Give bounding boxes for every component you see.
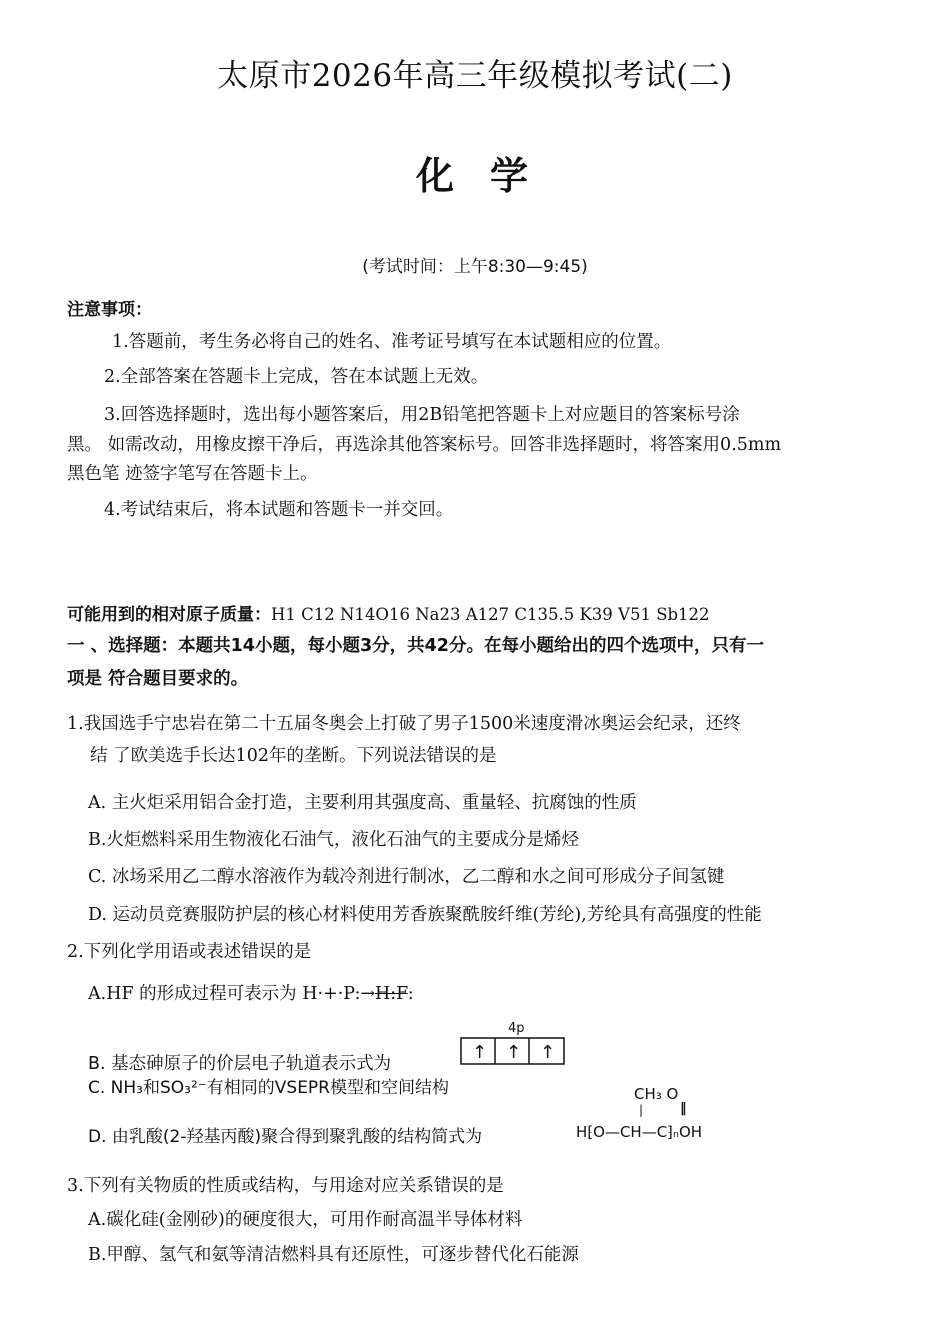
notice-item-2: 2.全部答案在答题卡上完成，答在本试题上无效。 — [104, 367, 489, 387]
notice-heading: 注意事项： — [67, 300, 152, 320]
q2-option-c: C. NH₃和SO₃²⁻有相同的VSEPR模型和空间结构 — [88, 1078, 449, 1098]
formula-top: CH₃ O — [634, 1085, 679, 1103]
q2-option-d: D. 由乳酸(2-羟基丙酸)聚合得到聚乳酸的结构简式为 — [88, 1127, 483, 1147]
q2-option-a — [88, 980, 414, 1005]
exam-time: (考试时间：上午8:30—9:45) — [362, 257, 588, 277]
q3-option-b: B.甲醇、氢气和氨等清洁燃料具有还原性，可逐步替代化石能源 — [88, 1245, 579, 1265]
q1-stem-1: 1.我国选手宁忠岩在第二十五届冬奥会上打破了男子1500米速度滑冰奥运会纪录，还终 — [67, 714, 741, 734]
q2-option-b: B. 基态砷原子的价层电子轨道表示式为 — [88, 1054, 392, 1074]
subject-title: 化学 — [415, 153, 564, 198]
orbital-diagram — [460, 1020, 570, 1074]
q2-option-a-text: A.HF 的形成过程可表示为 — [88, 984, 297, 1004]
q1-option-d: D. 运动员竞赛服防护层的核心材料使用芳香族聚酰胺纤维(芳纶),芳纶具有高强度的性能 — [88, 905, 762, 925]
q1-option-b: B.火炬燃料采用生物液化石油气，液化石油气的主要成分是烯烃 — [88, 830, 579, 850]
q3-stem: 3.下列有关物质的性质或结构，与用途对应关系错误的是 — [67, 1176, 504, 1196]
orbital-arrow-1: ↑ — [472, 1042, 488, 1063]
atomic-masses-values: H1 C12 N14O16 Na23 A127 C135.5 K39 V51 Sb122 — [271, 605, 710, 624]
q2-stem: 2.下列化学用语或表述错误的是 — [67, 942, 312, 962]
q1-option-c: C. 冰场采用乙二醇水溶液作为载冷剂进行制冰，乙二醇和水之间可形成分子间氢键 — [88, 867, 725, 887]
q1-stem-2: 结 了欧美选手长达102年的垄断。下列说法错误的是 — [90, 746, 497, 766]
q2-option-a-formula: H·+·P:→ — [302, 984, 376, 1004]
atomic-masses-label: 可能用到的相对原子质量： — [67, 605, 271, 625]
orbital-diagram-svg — [460, 1020, 570, 1070]
formula-single-bond: | — [639, 1103, 644, 1117]
notice-item-3-cont: 黑。 如需改动，用橡皮擦干净后，再选涂其他答案标号。回答非选择题时，将答案用0.5mm — [67, 435, 782, 455]
exam-title: 太原市2026年高三年级模拟考试(二) — [217, 58, 733, 94]
q2-option-a-product: H:F — [375, 984, 408, 1004]
q1-option-a: A. 主火炬采用铝合金打造，主要利用其强度高、重量轻、抗腐蚀的性质 — [88, 793, 637, 813]
q2-option-a-end: : — [407, 984, 414, 1004]
notice-item-4: 4.考试结束后，将本试题和答题卡一并交回。 — [104, 500, 454, 520]
notice-item-3-cont2: 黑色笔 迹签字笔写在答题卡上。 — [67, 464, 318, 484]
q3-option-a: A.碳化硅(金刚砂)的硬度很大，可用作耐高温半导体材料 — [88, 1210, 523, 1230]
notice-item-3: 3.回答选择题时，选出每小题答案后，用2B铅笔把答题卡上对应题目的答案标号涂 — [104, 405, 740, 425]
orbital-label: 4p — [508, 1021, 525, 1036]
section1-line2: 项是 符合题目要求的。 — [67, 669, 249, 689]
orbital-arrow-2: ↑ — [506, 1042, 522, 1063]
section1-line1: 一 、选择题：本题共14小题，每小题3分，共42分。在每小题给出的四个选项中，只有一 — [67, 636, 764, 656]
orbital-arrow-3: ↑ — [540, 1042, 556, 1063]
notice-item-1: 1.答题前，考生务必将自己的姓名、准考证号填写在本试题相应的位置。 — [112, 332, 672, 352]
formula-double-bond: ‖ — [680, 1101, 687, 1116]
atomic-masses — [67, 600, 710, 625]
formula-main: H⁅O—CH—C⁆ₙOH — [576, 1123, 703, 1141]
